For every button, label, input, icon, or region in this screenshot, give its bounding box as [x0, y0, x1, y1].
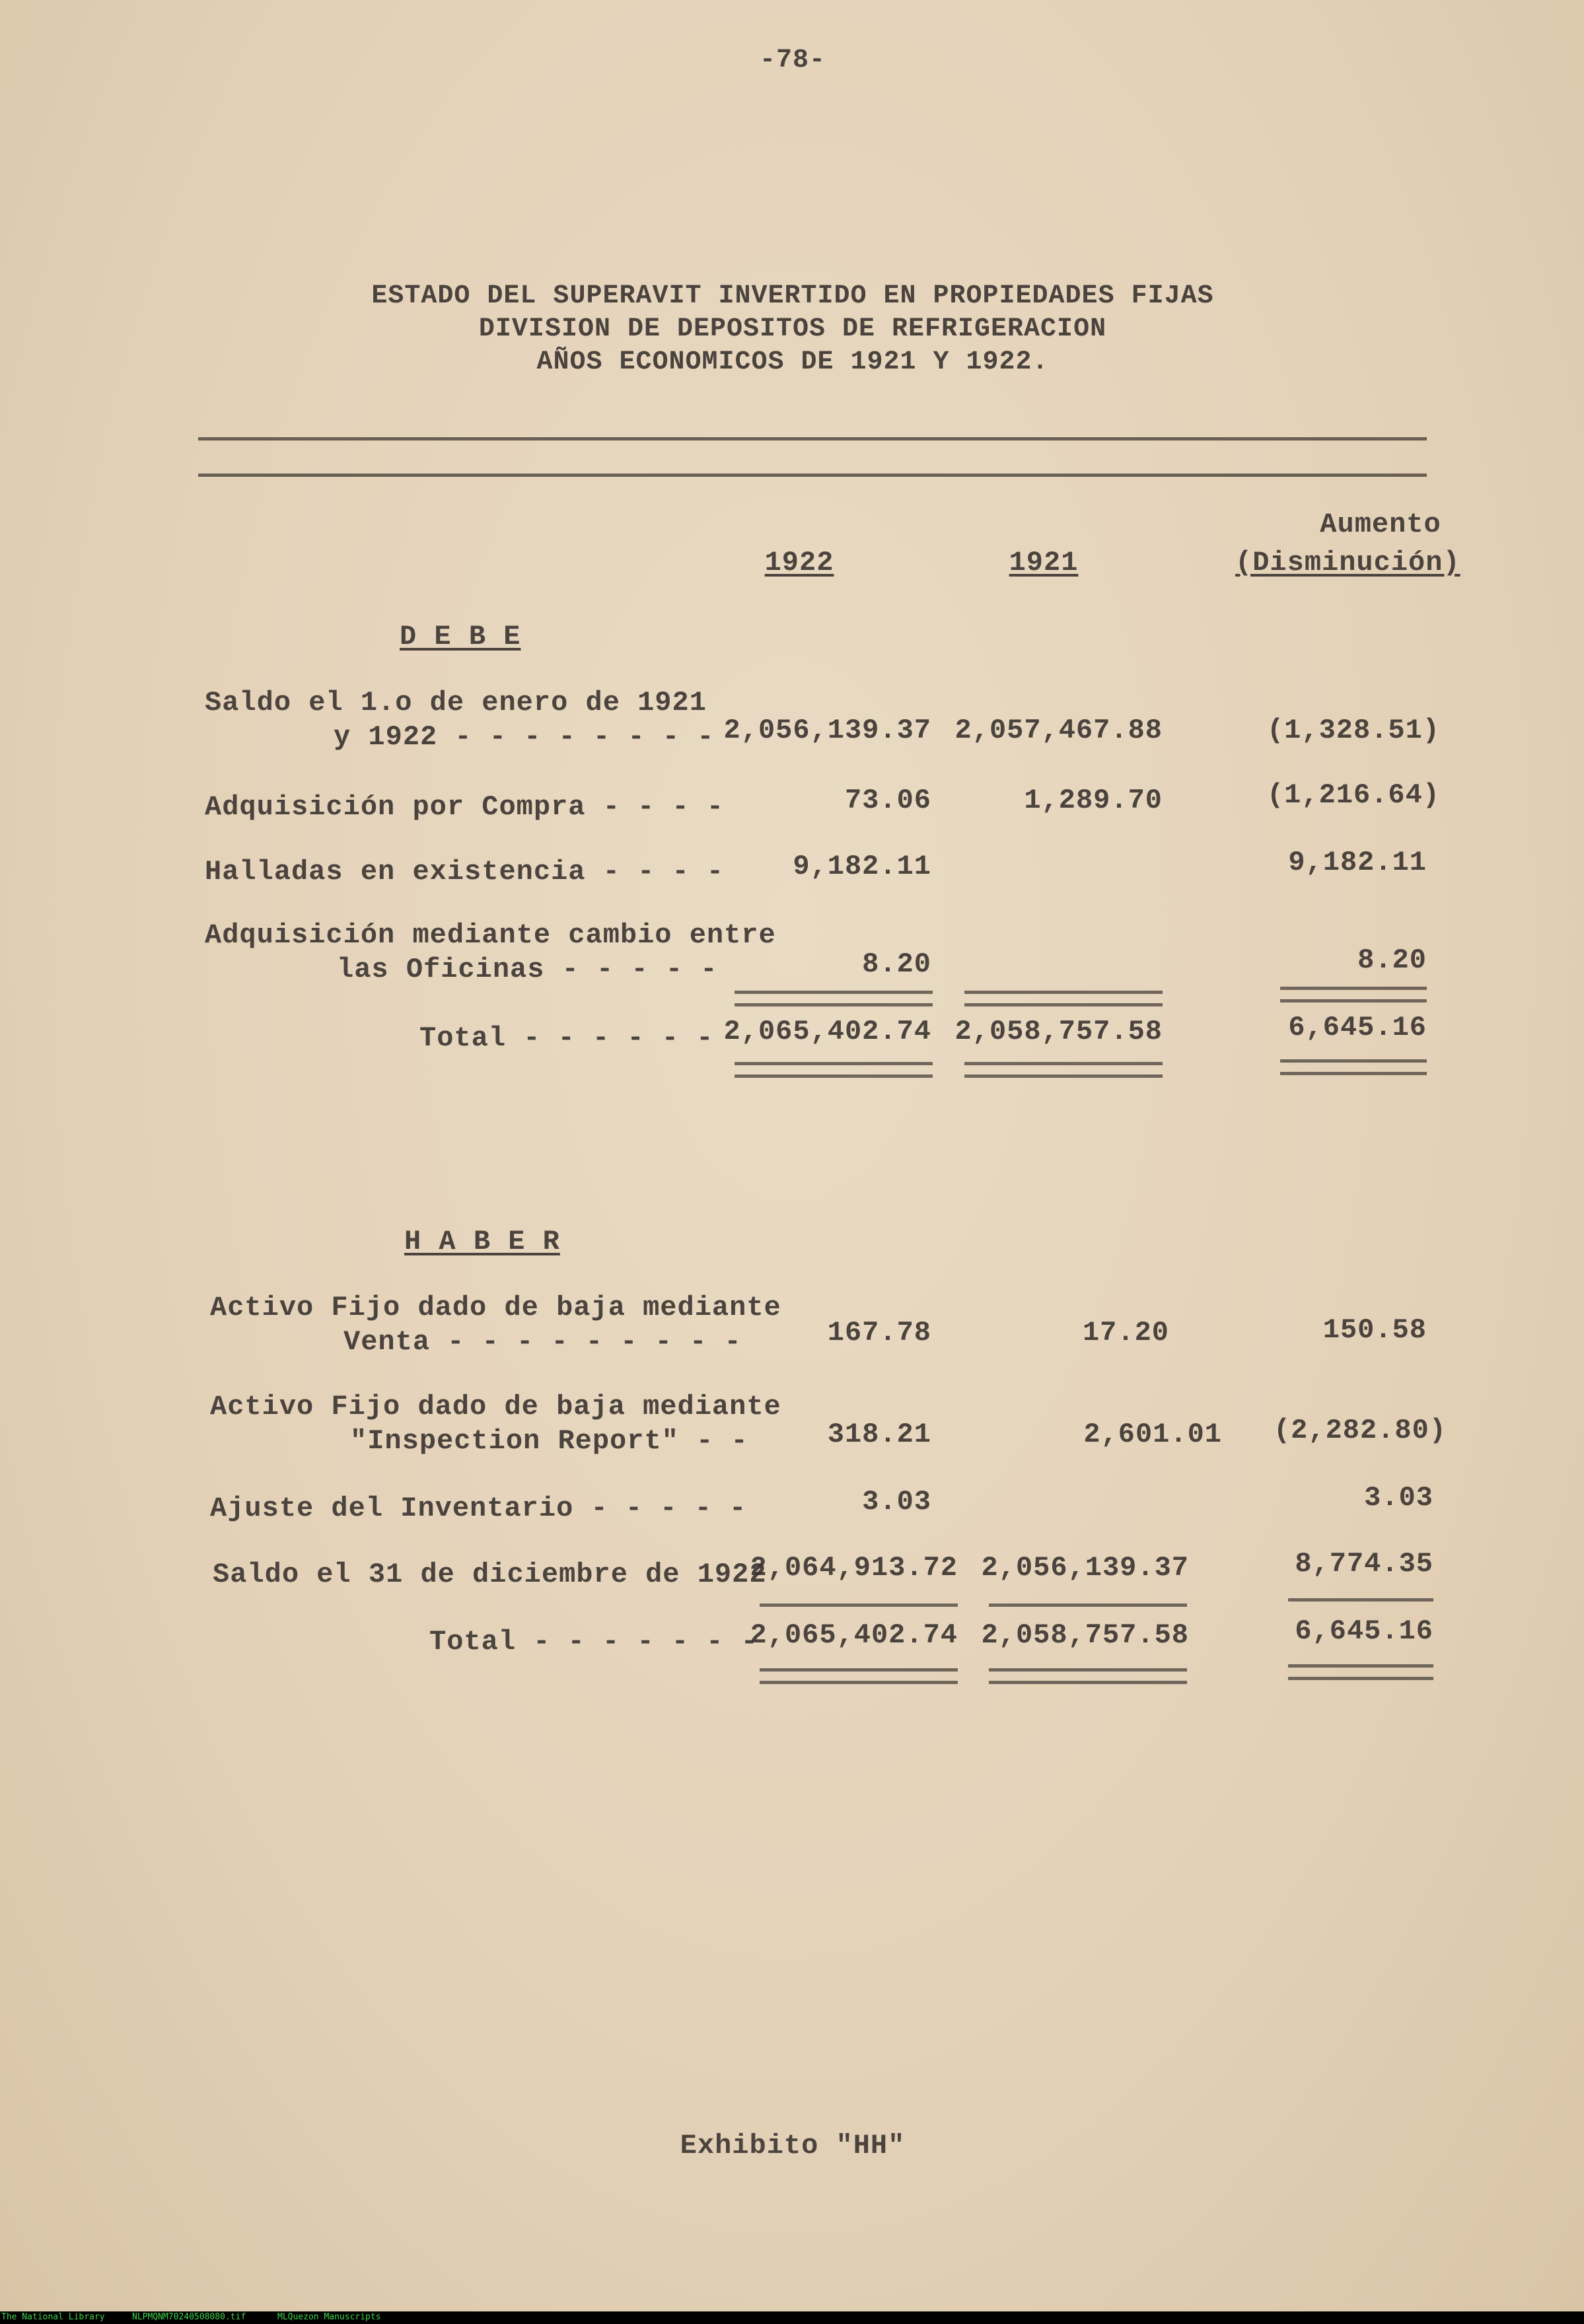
scan-footer	[0, 2311, 1584, 2324]
debe-total-1921: 2,058,757.58	[954, 1016, 1163, 1047]
haber-rule-above-total-1921	[989, 1603, 1187, 1607]
title-line-2: DIVISION DE DEPOSITOS DE REFRIGERACION	[478, 314, 1107, 344]
haber-row-1-label-line2: Venta - - - - - - - - -	[343, 1326, 742, 1358]
haber-total-1921: 2,058,757.58	[981, 1619, 1189, 1651]
haber-row-1-label-line1: Activo Fijo dado de baja mediante	[210, 1292, 781, 1323]
debe-row-1-change: (1,328.51)	[1266, 715, 1440, 746]
column-header-1921: 1921	[1009, 547, 1079, 579]
haber-total-change: 6,645.16	[1295, 1615, 1433, 1647]
haber-rule-above-total-1922	[760, 1603, 958, 1607]
haber-row-2-change: (2,282.80)	[1273, 1415, 1447, 1446]
exhibit-label: Exhibito "HH"	[680, 2130, 906, 2162]
haber-total-1922: 2,065,402.74	[750, 1619, 958, 1651]
debe-row-4-change: 8.20	[1357, 944, 1427, 976]
haber-rule-above-total-change	[1288, 1598, 1433, 1602]
debe-row-2-change: (1,216.64)	[1266, 779, 1440, 811]
debe-row-1-label-line2: y 1922 - - - - - - - -	[334, 721, 715, 753]
footer-collection: MLQuezon Manuscripts	[277, 2312, 381, 2322]
debe-rule-above-total-change	[1280, 987, 1427, 1003]
haber-row-4-1921: 2,056,139.37	[981, 1552, 1189, 1584]
debe-row-3-label: Halladas en existencia - - - -	[205, 856, 725, 888]
haber-row-1-change: 150.58	[1322, 1314, 1427, 1346]
haber-row-3-label: Ajuste del Inventario - - - - -	[210, 1493, 747, 1524]
haber-row-2-1922: 318.21	[827, 1419, 931, 1450]
title-line-3: AÑOS ECONOMICOS DE 1921 Y 1922.	[536, 347, 1049, 377]
haber-heading: H A B E R	[404, 1226, 560, 1257]
header-rule-top	[198, 437, 1427, 440]
debe-rule-below-total-change	[1280, 1059, 1427, 1075]
haber-rule-below-total-1921	[989, 1668, 1187, 1684]
haber-row-1-1921: 17.20	[1082, 1317, 1169, 1349]
column-header-change-line1: Aumento	[1320, 509, 1441, 540]
footer-library: The National Library	[1, 2312, 105, 2322]
haber-rule-below-total-change	[1288, 1664, 1433, 1680]
debe-total-change: 6,645.16	[1288, 1012, 1427, 1043]
footer-file: NLPMQNM70240508080.tif	[132, 2312, 246, 2322]
debe-row-1-label-line1: Saldo el 1.o de enero de 1921	[205, 687, 707, 719]
column-header-1922: 1922	[764, 547, 834, 579]
debe-heading: D E B E	[400, 621, 521, 652]
debe-row-1-1922: 2,056,139.37	[723, 715, 931, 746]
debe-total-1922: 2,065,402.74	[723, 1016, 931, 1047]
debe-row-4-label-line1: Adquisición mediante cambio entre	[205, 919, 776, 951]
haber-row-2-1921: 2,601.01	[1083, 1419, 1222, 1450]
header-rule-bottom	[198, 474, 1427, 477]
title-line-1: ESTADO DEL SUPERAVIT INVERTIDO EN PROPIEDADES FIJAS	[371, 281, 1214, 311]
debe-row-2-label: Adquisición por Compra - - - -	[205, 791, 725, 823]
debe-row-2-1921: 1,289.70	[1024, 785, 1163, 816]
haber-rule-below-total-1922	[760, 1668, 958, 1684]
debe-total-label: Total - - - - - -	[419, 1022, 714, 1054]
debe-rule-above-total-1922	[735, 991, 933, 1006]
debe-row-2-1922: 73.06	[844, 785, 931, 816]
debe-row-1-1921: 2,057,467.88	[954, 715, 1163, 746]
column-header-change-line2: (Disminución)	[1235, 547, 1460, 579]
haber-row-4-change: 8,774.35	[1295, 1548, 1433, 1580]
haber-row-4-label: Saldo el 31 de diciembre de 1922	[213, 1559, 767, 1590]
haber-row-3-1922: 3.03	[862, 1486, 931, 1518]
debe-row-3-1922: 9,182.11	[793, 851, 931, 882]
debe-rule-above-total-1921	[964, 991, 1163, 1006]
page-number: -78-	[759, 46, 826, 75]
haber-row-3-change: 3.03	[1364, 1482, 1433, 1514]
debe-row-4-1922: 8.20	[862, 948, 931, 980]
debe-row-4-label-line2: las Oficinas - - - - -	[337, 954, 718, 985]
haber-row-2-label-line2: "Inspection Report" - -	[350, 1425, 748, 1457]
haber-total-label: Total - - - - - - -	[429, 1626, 758, 1658]
haber-row-4-1922: 2,064,913.72	[750, 1552, 958, 1584]
haber-row-1-1922: 167.78	[827, 1317, 931, 1349]
debe-row-3-change: 9,182.11	[1288, 847, 1427, 878]
haber-row-2-label-line1: Activo Fijo dado de baja mediante	[210, 1391, 781, 1423]
debe-rule-below-total-1921	[964, 1062, 1163, 1078]
debe-rule-below-total-1922	[735, 1062, 933, 1078]
